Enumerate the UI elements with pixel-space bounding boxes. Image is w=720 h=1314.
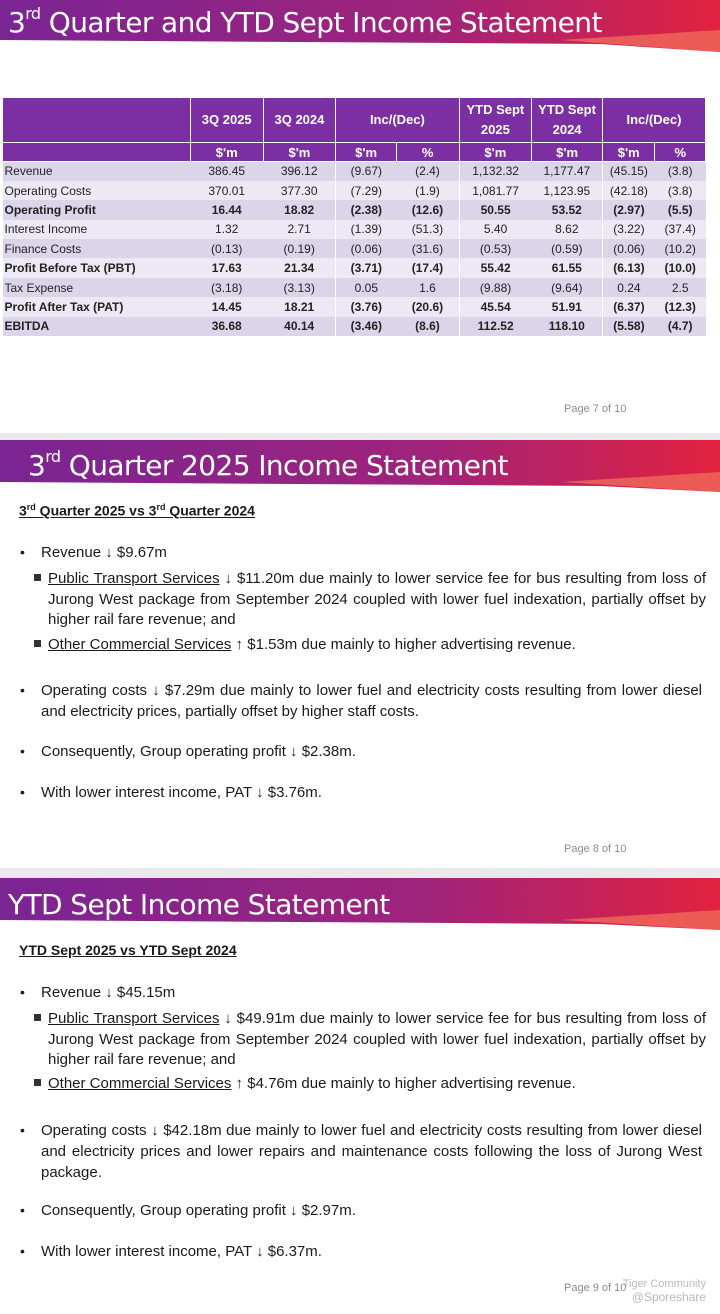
table-cell: 1,123.95: [532, 181, 603, 200]
row-label: Revenue: [3, 162, 191, 181]
square-bullet-icon: [34, 574, 41, 581]
row-label: Profit After Tax (PAT): [3, 297, 191, 316]
bullet-dot: •: [20, 1202, 25, 1218]
bullet-dot: •: [20, 682, 25, 698]
header-3q2024: 3Q 2024: [263, 98, 336, 143]
table-row: [3, 220, 706, 239]
table-cell: (6.37): [602, 297, 655, 316]
table-cell: (17.4): [396, 258, 459, 277]
square-bullet-icon: [34, 640, 41, 647]
table-cell: (0.06): [602, 239, 655, 258]
table-cell: 36.68: [190, 317, 263, 336]
table-row: [3, 239, 706, 258]
table-cell: 112.52: [459, 317, 532, 336]
sub-bullet-public-transport: Public Transport Services ↓ $11.20m due mainly to lower service fee for bus resulting from loss of Jurong West package from September 2024 coupled with lower fuel indexation, partially offset by higher rail fare revenue; and: [34, 569, 706, 631]
watermark: [623, 1278, 706, 1304]
row-label: Tax Expense: [3, 278, 191, 297]
row-label: Interest Income: [3, 220, 191, 239]
table-cell: (0.59): [532, 239, 603, 258]
table-cell: (5.58): [602, 317, 655, 336]
table-cell: (1.9): [396, 181, 459, 200]
table-cell: 18.82: [263, 200, 336, 219]
table-cell: (9.88): [459, 278, 532, 297]
table-cell: (31.6): [396, 239, 459, 258]
unit-blank: [3, 143, 191, 162]
table-row: [3, 162, 706, 181]
row-label: Finance Costs: [3, 239, 191, 258]
page-title: 3rd Quarter 2025 Income Statement: [28, 446, 508, 482]
slide-page-9: YTD Sept Income Statement YTD Sept 2025 vs YTD Sept 2024 • Revenue ↓ $45.15m Public Transport Services ↓ $49.91m due mainly to lower service fee for bus resulting from loss of Jurong West package from September 2024 coupled with lower fuel indexation, partially offset by higher rail fare revenue; and Other Commercial Services ↑ $4.76m due mainly to higher advertising revenue. • Operating costs ↓ $42.18m due mainly to lower fuel and electricity costs resulting from lower diesel and electricity prices and lower repairs and maintenance costs following the loss of Jurong West package. • Consequently, Group operating profit ↓ $2.97m. • With lower interest income, PAT ↓ $6.37m. Page 9 of 10 Tiger Community @Sporeshare: [0, 878, 720, 1314]
unit-cell: $'m: [336, 143, 397, 162]
table-cell: 386.45: [190, 162, 263, 181]
table-cell: (20.6): [396, 297, 459, 316]
title-banner: [0, 878, 720, 930]
unit-cell: %: [655, 143, 706, 162]
table-cell: (3.13): [263, 278, 336, 297]
row-label: Profit Before Tax (PBT): [3, 258, 191, 277]
page-number: Page 8 of 10: [564, 843, 627, 855]
table-cell: 0.05: [336, 278, 397, 297]
table-cell: 0.24: [602, 278, 655, 297]
page-title: YTD Sept Income Statement: [8, 888, 390, 921]
table-cell: 396.12: [263, 162, 336, 181]
table-cell: 51.91: [532, 297, 603, 316]
table-cell: (9.67): [336, 162, 397, 181]
table-cell: (3.46): [336, 317, 397, 336]
table-cell: (0.53): [459, 239, 532, 258]
table-cell: (3.18): [190, 278, 263, 297]
table-cell: 1,132.32: [459, 162, 532, 181]
square-bullet-icon: [34, 1014, 41, 1021]
table-cell: (2.4): [396, 162, 459, 181]
table-cell: 40.14: [263, 317, 336, 336]
row-label: Operating Profit: [3, 200, 191, 219]
table-cell: (0.06): [336, 239, 397, 258]
header-3q2025: 3Q 2025: [190, 98, 263, 143]
income-statement-table: [2, 97, 706, 336]
table-cell: 2.71: [263, 220, 336, 239]
table-cell: (3.76): [336, 297, 397, 316]
table-cell: 50.55: [459, 200, 532, 219]
unit-cell: $'m: [190, 143, 263, 162]
bullet-dot: •: [20, 784, 25, 800]
bullet-dot: •: [20, 743, 25, 759]
table-cell: (2.97): [602, 200, 655, 219]
title-banner: [0, 440, 720, 492]
table-cell: 377.30: [263, 181, 336, 200]
table-cell: (3.8): [655, 162, 706, 181]
table-row: [3, 278, 706, 297]
unit-cell: $'m: [263, 143, 336, 162]
unit-cell: $'m: [602, 143, 655, 162]
table-cell: 370.01: [190, 181, 263, 200]
bullet-dot: •: [20, 1122, 25, 1138]
table-cell: 1,177.47: [532, 162, 603, 181]
table-cell: 17.63: [190, 258, 263, 277]
sub-bullet-public-transport: Public Transport Services ↓ $49.91m due mainly to lower service fee for bus resulting from loss of Jurong West package from September 2024 coupled with lower fuel indexation, partially offset by higher rail fare revenue; and: [34, 1009, 706, 1071]
table-cell: 5.40: [459, 220, 532, 239]
bullet-dot: •: [20, 1243, 25, 1259]
header-ytd2025: YTD Sept 2025: [459, 98, 532, 143]
table-cell: (3.22): [602, 220, 655, 239]
table-row: [3, 258, 706, 277]
table-cell: (0.19): [263, 239, 336, 258]
table-row: [3, 317, 706, 336]
slide-page-7: [0, 0, 720, 433]
table-cell: (12.6): [396, 200, 459, 219]
table-cell: (3.71): [336, 258, 397, 277]
table-cell: 21.34: [263, 258, 336, 277]
table-cell: (8.6): [396, 317, 459, 336]
table-cell: (2.38): [336, 200, 397, 219]
unit-cell: $'m: [532, 143, 603, 162]
table-cell: (51.3): [396, 220, 459, 239]
table-cell: 45.54: [459, 297, 532, 316]
table-cell: (12.3): [655, 297, 706, 316]
bullet-dot: •: [20, 984, 25, 1000]
title-banner: [0, 0, 720, 52]
header-inc-dec-ytd: Inc/(Dec): [602, 98, 705, 143]
table-cell: 53.52: [532, 200, 603, 219]
table-cell: (6.13): [602, 258, 655, 277]
table-cell: (37.4): [655, 220, 706, 239]
page-number: Page 7 of 10: [564, 403, 627, 415]
table-cell: 8.62: [532, 220, 603, 239]
table-cell: 1.32: [190, 220, 263, 239]
watermark-handle: @Sporeshare: [631, 1290, 706, 1304]
table-cell: (4.7): [655, 317, 706, 336]
unit-cell: %: [396, 143, 459, 162]
square-bullet-icon: [34, 1079, 41, 1086]
page-title: 3rd Quarter and YTD Sept Income Statement: [8, 3, 602, 39]
table-cell: 118.10: [532, 317, 603, 336]
page-number: Page 9 of 10: [564, 1282, 627, 1294]
table-cell: 16.44: [190, 200, 263, 219]
header-ytd2024: YTD Sept 2024: [532, 98, 603, 143]
table-cell: (7.29): [336, 181, 397, 200]
table-cell: (10.0): [655, 258, 706, 277]
table-cell: (10.2): [655, 239, 706, 258]
table-row: [3, 200, 706, 219]
table-cell: 1.6: [396, 278, 459, 297]
table-cell: 55.42: [459, 258, 532, 277]
table-cell: 1,081.77: [459, 181, 532, 200]
table-cell: (0.13): [190, 239, 263, 258]
table-cell: (1.39): [336, 220, 397, 239]
table-cell: (9.64): [532, 278, 603, 297]
row-label: Operating Costs: [3, 181, 191, 200]
table-cell: 18.21: [263, 297, 336, 316]
row-label: EBITDA: [3, 317, 191, 336]
bullet-dot: •: [20, 544, 25, 560]
section-subheading: 3rd Quarter 2025 vs 3rd Quarter 2024: [19, 502, 255, 519]
table-cell: (3.8): [655, 181, 706, 200]
table-cell: 2.5: [655, 278, 706, 297]
slide-page-8: 3rd Quarter 2025 Income Statement 3rd Quarter 2025 vs 3rd Quarter 2024 • Revenue ↓ $9.67m Public Transport Services ↓ $11.20m due mainly to lower service fee for bus resulting from loss of Jurong West package from September 2024 coupled with lower fuel indexation, partially offset by higher rail fare revenue; and Other Commercial Services ↑ $1.53m due mainly to higher advertising revenue. • Operating costs ↓ $7.29m due mainly to lower fuel and electricity costs resulting from lower diesel and electricity prices, partially offset by higher staff costs. • Consequently, Group operating profit ↓ $2.38m. • With lower interest income, PAT ↓ $3.76m. Page 8 of 10: [0, 440, 720, 868]
table-cell: (45.15): [602, 162, 655, 181]
table-cell: (42.18): [602, 181, 655, 200]
unit-cell: $'m: [459, 143, 532, 162]
table-row: [3, 181, 706, 200]
table-row: [3, 297, 706, 316]
watermark-community: Tiger Community: [622, 1278, 706, 1290]
table-cell: 14.45: [190, 297, 263, 316]
table-cell: (5.5): [655, 200, 706, 219]
header-inc-dec-quarter: Inc/(Dec): [336, 98, 459, 143]
table-cell: 61.55: [532, 258, 603, 277]
section-subheading: YTD Sept 2025 vs YTD Sept 2024: [19, 942, 237, 958]
header-blank: [3, 98, 191, 143]
